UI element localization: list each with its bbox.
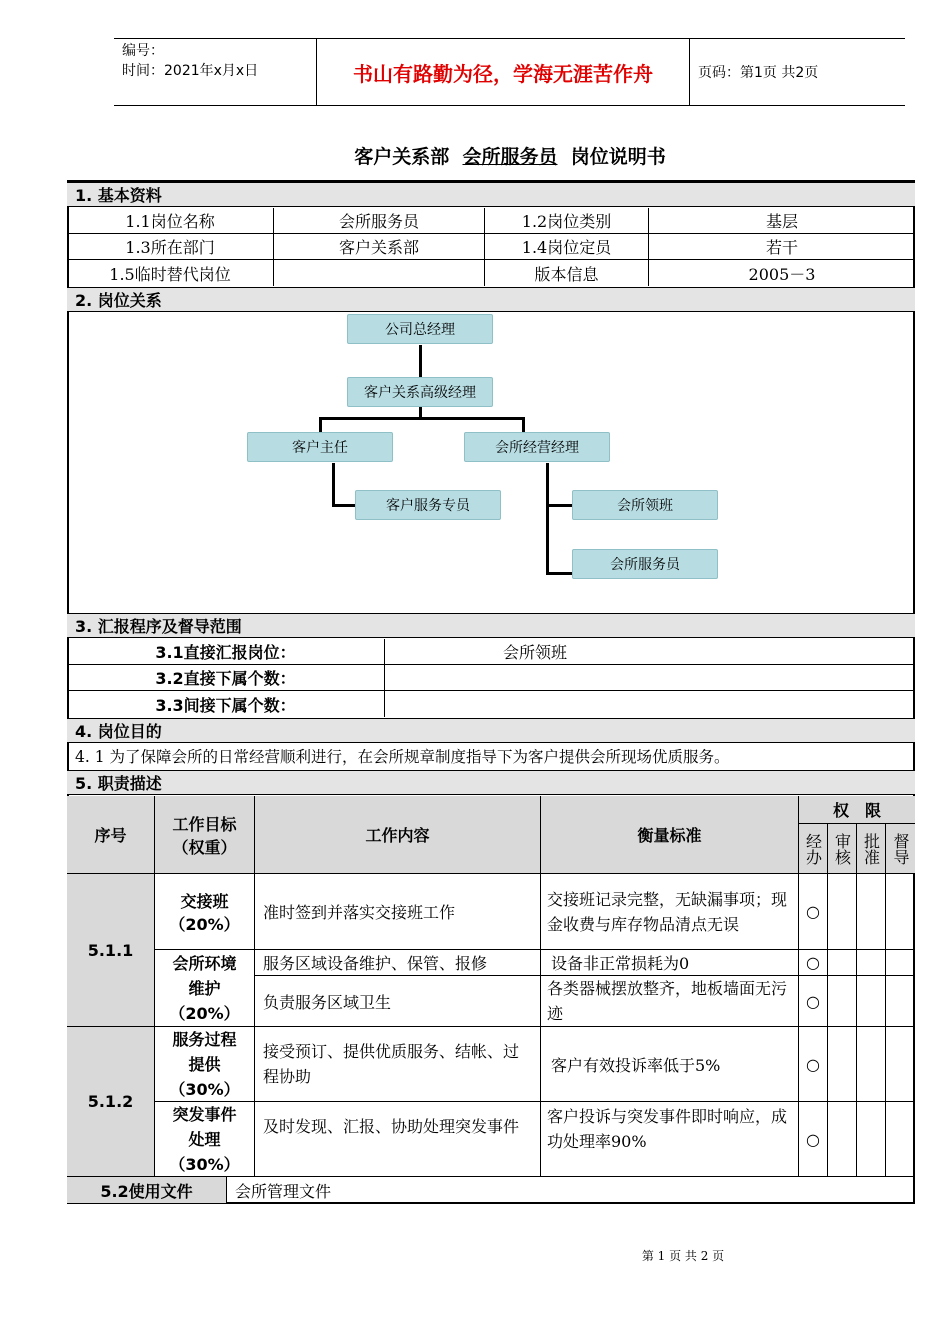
empty-cell [828,874,857,950]
basic-r2-label2: 1.4岗位定员 [485,234,649,259]
empty-cell [886,874,915,950]
number-label: 编号： [122,43,164,59]
group1-content2: 服务区域设备维护、保管、报修 [255,950,541,976]
group1-content3: 负责服务区域卫生 [255,976,541,1027]
section-reporting-heading: 3. 汇报程序及督导范围 [67,613,915,638]
group2-row2-mark: ○ [799,1102,828,1177]
files-label: 5.2使用文件 [67,1177,227,1203]
group1-row3-mark: ○ [799,976,828,1027]
empty-cell [857,1102,886,1177]
section-purpose-heading: 4. 岗位目的 [67,718,915,743]
group1-standard1: 交接班记录完整，无缺漏事项；现金收费与库存物品清点无误 [541,874,799,950]
time-label: 时间：2021年x月x日 [122,63,259,79]
org-node-customer-specialist: 客户服务专员 [355,490,501,520]
empty-cell [857,874,886,950]
connector-line [419,345,422,377]
duties-table [67,796,915,1204]
title-doc: 岗位说明书 [570,146,666,168]
connector-line [319,417,322,433]
col-auth-approve: 批准 [857,824,886,874]
connector-line [522,417,525,433]
direct-subordinates-label: 3.2直接下属个数： [67,665,385,690]
group2-goal1: 服务过程 提供 （30%） [155,1027,255,1102]
reporting-row-1 [67,639,915,665]
group2-seq: 5.1.2 [67,1027,155,1177]
document-title [0,142,950,169]
org-node-customer-supervisor: 客户主任 [247,432,393,462]
group1-goal2: 会所环境 维护 （20%） [155,950,255,1027]
basic-r2-value2: 若干 [765,238,798,257]
files-value: 会所管理文件 [235,1181,332,1201]
basic-r3-value1 [274,260,485,286]
org-node-club-lead: 会所领班 [572,490,718,520]
col-auth-handle: 经办 [799,824,828,874]
empty-cell [857,950,886,976]
basic-r2-value1: 客户关系部 [274,234,485,259]
group2-content1: 接受预订、提供优质服务、结帐、过程协助 [255,1027,541,1102]
section-relations-heading: 2. 岗位关系 [67,287,915,312]
section-duties-heading: 5. 职责描述 [67,770,915,795]
reporting-row-3 [67,691,915,717]
col-seq: 序号 [67,796,155,874]
basic-r1-value1: 会所服务员 [274,208,485,233]
basic-row-1 [67,208,915,234]
col-auth-review: 审核 [828,824,857,874]
page-info: 页码：第1页 共2页 [698,65,819,81]
empty-cell [886,976,915,1027]
basic-r3-label2: 版本信息 [485,260,649,286]
connector-line [332,504,356,507]
empty-cell [828,1102,857,1177]
org-node-gm: 公司总经理 [347,314,493,344]
purpose-text: 4. 1 为了保障会所的日常经营顺利进行，在会所规章制度指导下为客户提供会所现场优质服务。 [75,748,730,766]
basic-r2-label1: 1.3所在部门 [67,234,274,259]
basic-r1-value2: 基层 [765,212,798,231]
empty-cell [857,1027,886,1102]
motto: 书山有路勤为径，学海无涯苦作舟 [316,39,690,105]
connector-line [546,504,573,507]
col-auth-supervise: 督导 [886,824,915,874]
section-basic-heading: 1. 基本资料 [67,182,915,207]
indirect-subordinates-value [385,691,915,717]
org-node-club-manager: 会所经营经理 [464,432,610,462]
group1-row2-mark: ○ [799,950,828,976]
direct-subordinates-value [385,665,915,690]
connector-line [319,417,525,420]
empty-cell [828,950,857,976]
org-node-crm-senior-manager: 客户关系高级经理 [347,377,493,407]
group1-content1: 准时签到并落实交接班工作 [255,874,541,950]
org-chart [69,313,913,611]
empty-cell [886,1027,915,1102]
connector-line [546,463,549,575]
group2-standard2: 客户投诉与突发事件即时响应，成功处理率90% [541,1102,799,1177]
col-content: 工作内容 [255,796,541,874]
title-position: 会所服务员 [462,146,558,168]
page-header [114,38,905,106]
connector-line [546,572,573,575]
basic-row-2 [67,234,915,260]
page-footer: 第 1 页 共 2 页 [641,1249,725,1263]
reporting-row-2 [67,665,915,691]
basic-r1-label1: 1.1岗位名称 [67,208,274,233]
connector-line [332,463,335,507]
title-dept: 客户关系部 [354,146,450,168]
basic-r1-label2: 1.2岗位类别 [485,208,649,233]
col-goal: 工作目标 （权重） [155,796,255,874]
basic-r3-value2: 2005－3 [748,264,816,284]
indirect-subordinates-label: 3.3间接下属个数： [67,691,385,717]
empty-cell [828,976,857,1027]
group2-standard1: 客户有效投诉率低于5% [541,1027,799,1102]
group2-row1-mark: ○ [799,1027,828,1102]
direct-report-label: 3.1直接汇报岗位： [67,639,385,664]
group2-goal2: 突发事件 处理 （30%） [155,1102,255,1177]
group1-row1-mark: ○ [799,874,828,950]
empty-cell [886,1102,915,1177]
group2-content2: 及时发现、汇报、协助处理突发事件 [255,1102,541,1177]
direct-report-value: 会所领班 [502,643,567,662]
empty-cell [857,976,886,1027]
basic-row-3 [67,260,915,286]
empty-cell [886,950,915,976]
col-standard: 衡量标准 [541,796,799,874]
header-meta [122,41,312,81]
org-node-club-attendant: 会所服务员 [572,549,718,579]
empty-cell [828,1027,857,1102]
group1-goal1: 交接班 （20%） [155,874,255,950]
group1-standard3: 各类器械摆放整齐，地板墙面无污迹 [541,976,799,1027]
basic-r3-label1: 1.5临时替代岗位 [67,260,274,286]
col-authority: 权 限 [799,796,915,824]
group1-seq: 5.1.1 [67,874,155,1027]
group1-standard2: 设备非正常损耗为0 [541,950,799,976]
